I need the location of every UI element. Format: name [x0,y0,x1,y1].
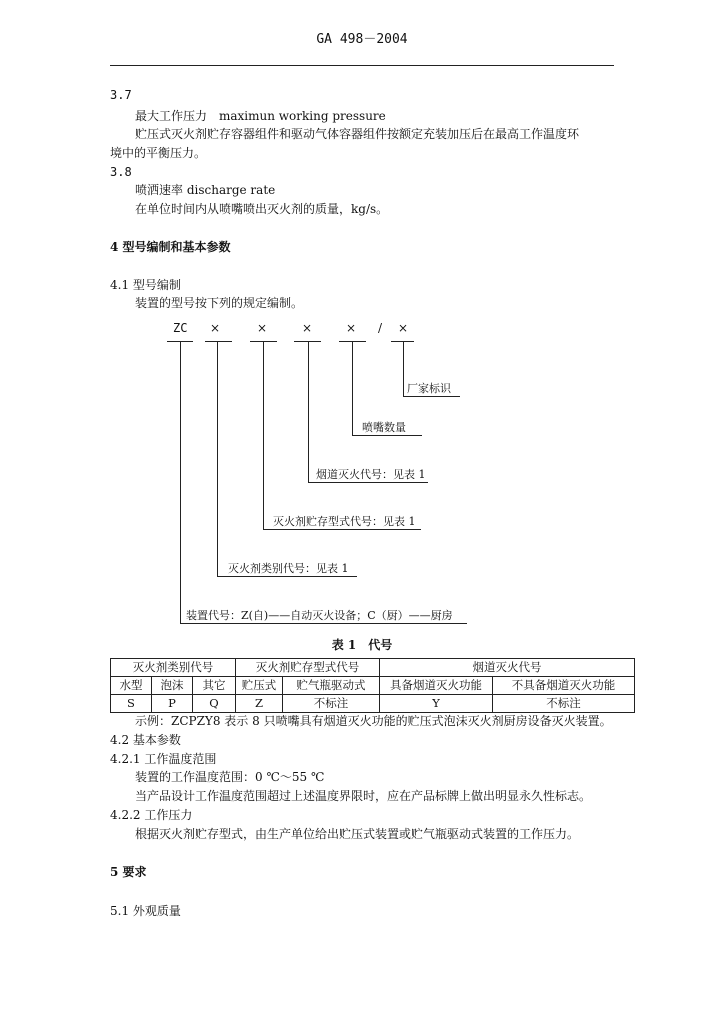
table-group-header: 灭火剂类别代号 [111,659,236,677]
diagram-x4: × [346,321,357,335]
diagram-x1: × [210,321,221,335]
section-3-8-number: 3.8 [110,165,132,179]
connector-zc [180,341,181,624]
baseline-manufacturer [403,396,460,397]
diagram-x5: × [398,321,409,335]
table-cell: 不标注 [493,695,635,713]
table-cell: P [152,695,193,713]
baseline-nozzle-count [352,435,422,436]
connector-x5 [403,341,404,397]
connector-x1 [217,341,218,576]
underline-x1 [205,341,232,342]
section-5-1-heading: 5.1 外观质量 [110,904,181,918]
table-group-header: 灭火剂贮存型式代号 [236,659,380,677]
table-cell: Z [236,695,283,713]
table-sub-header: 泡沫 [152,677,193,695]
label-agent-code: 灭火剂类别代号：见表 1 [228,562,349,575]
connector-x2 [263,341,264,530]
table-sub-header: 不具备烟道灭火功能 [493,677,635,695]
section-4-2-1-line1: 装置的工作温度范围：0 ℃～55 ℃ [135,770,325,784]
section-3-7-term: 最大工作压力 maximun working pressure [135,109,386,123]
table-sub-header: 具备烟道灭火功能 [380,677,493,695]
diagram-x3: × [302,321,313,335]
table-row [111,659,635,677]
table-sub-header: 贮压式 [236,677,283,695]
section-4-1-text: 装置的型号按下列的规定编制。 [135,296,304,310]
label-flue-code: 烟道灭火代号：见表 1 [316,468,426,481]
baseline-storage-code [263,529,421,530]
table-group-header: 烟道灭火代号 [380,659,635,677]
table-cell: Q [193,695,236,713]
diagram-zc: ZC [173,321,188,335]
table-sub-header: 水型 [111,677,152,695]
section-4-2-2-heading: 4.2.2 工作压力 [110,808,193,822]
baseline-flue-code [308,482,428,483]
section-4-2-heading: 4.2 基本参数 [110,733,181,747]
table-1-caption: 表 1 代号 [331,638,393,652]
section-4-1-heading: 4.1 型号编制 [110,278,181,292]
section-4-heading: 4 型号编制和基本参数 [110,240,231,254]
section-3-7-definition-line2: 境中的平衡压力。 [110,146,207,160]
connector-x3 [308,341,309,483]
table-cell: 不标注 [283,695,380,713]
diagram-slash: / [378,321,383,335]
connector-x4 [352,341,353,436]
table-sub-header: 其它 [193,677,236,695]
table-cell: Y [380,695,493,713]
section-3-8-definition: 在单位时间内从喷嘴喷出灭火剂的质量，kg/s。 [135,202,389,216]
label-nozzle-count: 喷嘴数量 [362,421,406,434]
header-rule [110,65,614,66]
baseline-agent-code [217,576,357,577]
baseline-device-code [180,623,467,624]
table-cell: S [111,695,152,713]
label-storage-code: 灭火剂贮存型式代号：见表 1 [273,515,416,528]
section-5-heading: 5 要求 [110,865,147,879]
label-manufacturer: 厂家标识 [407,382,451,395]
section-3-7-definition-line1: 贮压式灭火剂贮存容器组件和驱动气体容器组件按额定充装加压后在最高工作温度环 [135,127,580,141]
section-3-7-number: 3.7 [110,88,132,102]
section-3-8-term: 喷洒速率 discharge rate [135,183,276,197]
diagram-x2: × [257,321,268,335]
example-text: 示例：ZCPZY8 表示 8 只喷嘴具有烟道灭火功能的贮压式泡沫灭火剂厨房设备灭火装置。 [135,714,612,728]
code-table [110,658,635,713]
table-sub-header: 贮气瓶驱动式 [283,677,380,695]
section-4-2-1-heading: 4.2.1 工作温度范围 [110,752,217,766]
document-header-title: GA 498－2004 [316,32,408,47]
section-4-2-1-line2: 当产品设计工作温度范围超过上述温度界限时，应在产品标牌上做出明显永久性标志。 [135,789,592,803]
section-4-2-2-line1: 根据灭火剂贮存型式，由生产单位给出贮压式装置或贮气瓶驱动式装置的工作压力。 [135,827,580,841]
table-row [111,677,635,695]
label-device-code: 装置代号：Z(自)——自动灭火设备；C（厨）——厨房 [186,609,453,622]
table-row [111,695,635,713]
